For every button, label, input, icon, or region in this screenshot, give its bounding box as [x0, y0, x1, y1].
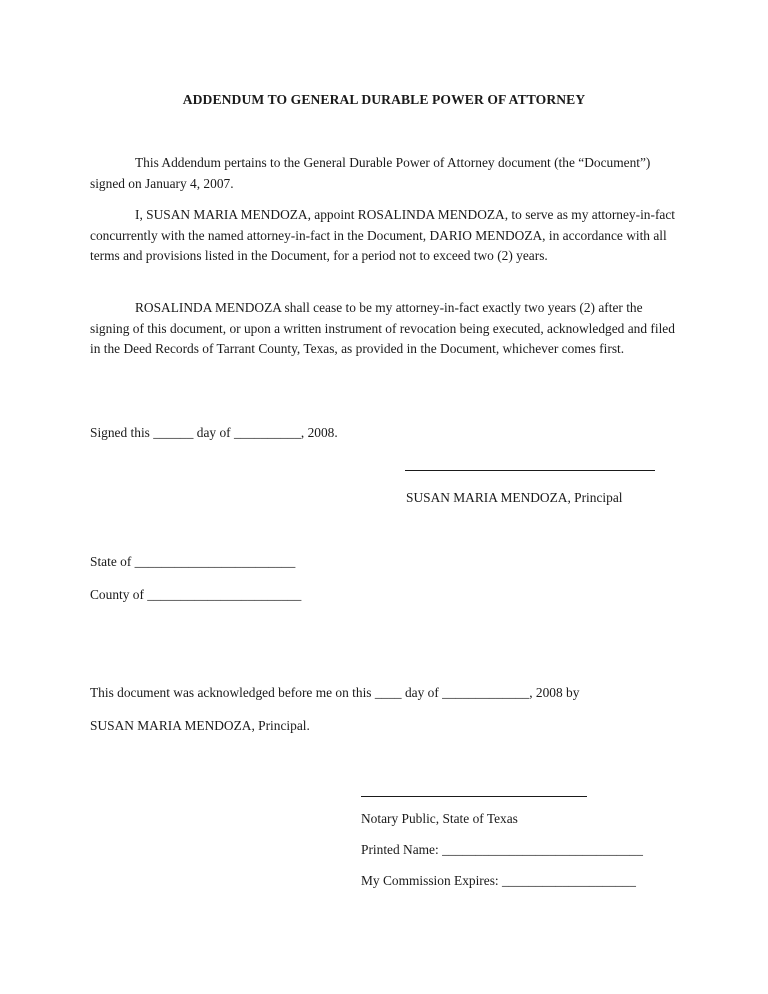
principal-label: SUSAN MARIA MENDOZA, Principal: [406, 490, 623, 505]
paragraph-termination: ROSALINDA MENDOZA shall cease to be my attorney-in-fact exactly two years (2) after the signing of this document, or upon a written instrument of revocation being executed, acknowledged and filed in the Deed Records of Tarrant County, Texas, as provided in the Document, whichever comes first.: [90, 300, 675, 357]
signed-date-line: Signed this ______ day of __________, 2008.: [90, 425, 338, 440]
paragraph-addendum-reference: This Addendum pertains to the General Durable Power of Attorney document (the “Document”) signed on January 4, 2007.: [90, 155, 651, 191]
state-field-line: State of ________________________: [90, 554, 296, 569]
principal-signature-line: [405, 470, 655, 471]
notary-signature-line: [361, 796, 587, 797]
county-field-line: County of _______________________: [90, 587, 302, 602]
paragraph-appointment: I, SUSAN MARIA MENDOZA, appoint ROSALINDA MENDOZA, to serve as my attorney-in-fact concurrently with the named attorney-in-fact in the Document, DARIO MENDOZA, in accordance with all terms and provisions listed in the Document, for a period not to exceed two (2) years.: [90, 207, 676, 264]
commission-expires-line: My Commission Expires: ____________________: [361, 873, 636, 888]
notary-title: Notary Public, State of Texas: [361, 811, 518, 826]
document-title: ADDENDUM TO GENERAL DURABLE POWER OF ATTORNEY: [182, 92, 586, 107]
acknowledgment-line-2: SUSAN MARIA MENDOZA, Principal.: [90, 718, 310, 733]
printed-name-line: Printed Name: ______________________________: [361, 842, 643, 857]
acknowledgment-line-1: This document was acknowledged before me on this ____ day of _____________, 2008 by: [90, 685, 580, 700]
